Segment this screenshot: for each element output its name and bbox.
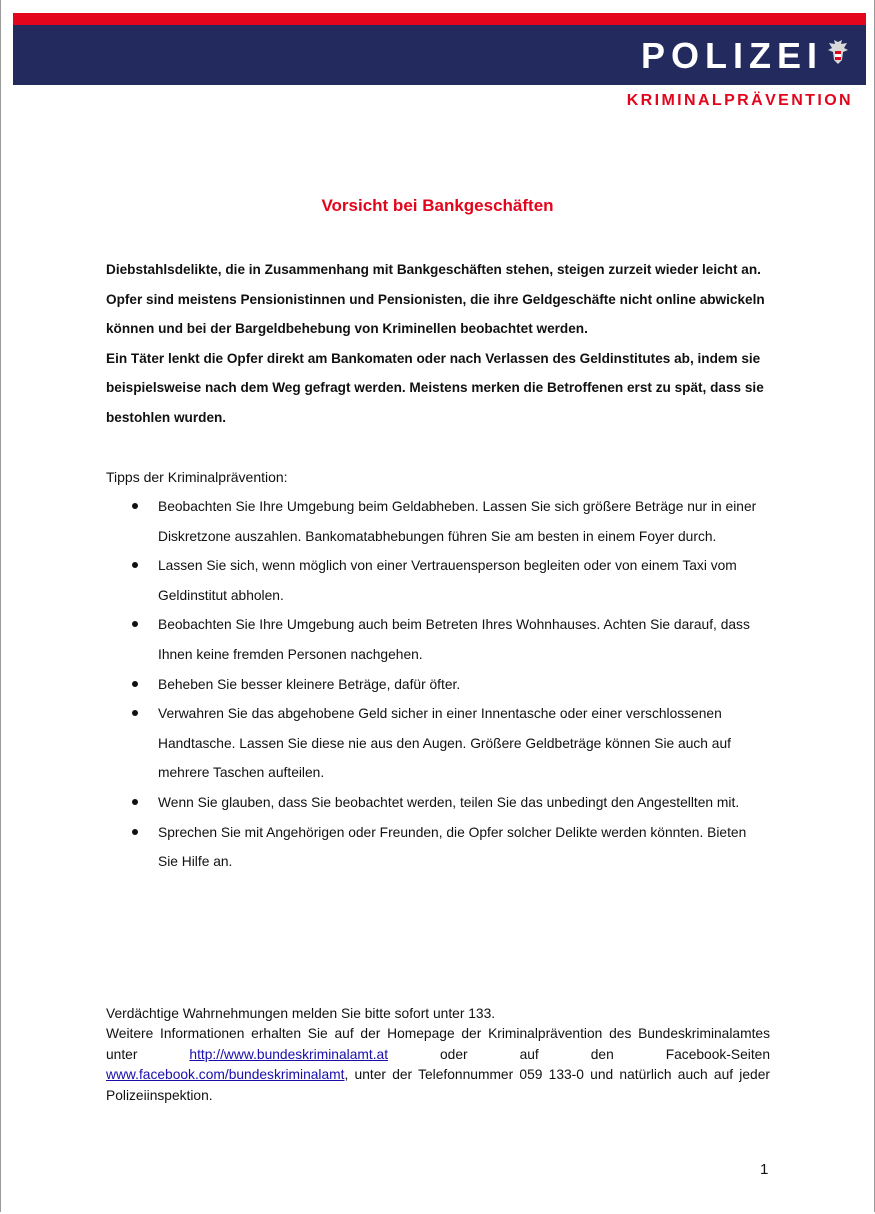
intro-paragraph: Diebstahlsdelikte, die in Zusammenhang mit Bankgeschäften stehen, steigen zurzeit wieder leicht an. Opfer sind meistens Pensionistinnen und Pensionisten, die ihre Geldgeschäfte nicht online abwickeln können und bei der Bargeldbehebung von Kriminellen beobachtet werden.: [106, 262, 765, 337]
tips-heading: Tipps der Kriminalprävention:: [106, 469, 288, 485]
bullet-icon: [132, 829, 138, 835]
list-item: [128, 699, 768, 788]
intro-section: [106, 255, 772, 433]
list-item-text: Beobachten Sie Ihre Umgebung auch beim Betreten Ihres Wohnhauses. Achten Sie darauf, dass Ihnen keine fremden Personen nachgehen.: [158, 617, 750, 662]
list-item-text: Sprechen Sie mit Angehörigen oder Freunden, die Opfer solcher Delikte werden könnten. Bieten Sie Hilfe an.: [158, 824, 747, 870]
bullet-icon: [132, 799, 138, 805]
page-number: 1: [760, 1161, 769, 1178]
info-text: , unter der Telefonnummer 059 133-0 und natürlich auch auf jeder Polizeiinspektion.: [106, 1067, 770, 1103]
brand-subtitle: KRIMINALPRÄVENTION: [626, 92, 853, 109]
bullet-icon: [132, 681, 138, 687]
list-item: [128, 670, 768, 700]
list-item: [128, 610, 768, 669]
brand-title: POLIZEI: [640, 35, 823, 76]
document-title: Vorsicht bei Bankgeschäften: [321, 196, 554, 215]
list-item: [128, 818, 768, 877]
list-item: [128, 492, 768, 551]
intro-paragraph: Ein Täter lenkt die Opfer direkt am Bankomaten oder nach Verlassen des Geldinstitutes ab, indem sie beispielsweise nach dem Weg gefragt werden. Meistens merken die Betroffenen erst zu spät, dass sie bestohlen wurden.: [106, 350, 764, 425]
bka-homepage-link[interactable]: http://www.bundeskriminalamt.at: [189, 1046, 389, 1062]
list-item-text: Beheben Sie besser kleinere Beträge, dafür öfter.: [158, 676, 461, 692]
list-item-text: Beobachten Sie Ihre Umgebung beim Geldabheben. Lassen Sie sich größere Beträge nur in einer Diskretzone auszahlen. Bankomatabhebungen führen Sie am besten in einem Foyer durch.: [158, 499, 757, 544]
facebook-link[interactable]: www.facebook.com/bundeskriminalamt: [106, 1067, 345, 1083]
list-item: [128, 788, 768, 818]
more-info-paragraph: [106, 1024, 770, 1106]
list-item-text: Wenn Sie glauben, dass Sie beobachtet werden, teilen Sie das unbedingt den Angestellten mit.: [158, 794, 740, 810]
list-item: [128, 551, 768, 610]
list-item-text: Lassen Sie sich, wenn möglich von einer Vertrauensperson begleiten oder von einem Taxi vom Geldinstitut abholen.: [158, 558, 737, 603]
info-text: Weitere Informationen erhalten Sie auf der Homepage der Kriminalprävention des Bundeskriminalamtes unter: [106, 1026, 770, 1062]
info-text: oder auf den Facebook-Seiten: [388, 1046, 771, 1062]
tips-list: [128, 492, 768, 877]
bullet-icon: [132, 503, 138, 509]
list-item-text: Verwahren Sie das abgehobene Geld sicher in einer Innentasche oder einer verschlossenen Handtasche. Lassen Sie diese nie aus den Augen. Größere Geldbeträge können Sie auch auf mehrere Taschen aufteilen.: [158, 706, 731, 781]
header-red-stripe: [13, 13, 866, 25]
austrian-eagle-icon: [825, 38, 851, 68]
footer-section: [106, 1004, 770, 1106]
bullet-icon: [132, 562, 138, 568]
report-note: Verdächtige Wahrnehmungen melden Sie bitte sofort unter 133.: [106, 1006, 496, 1021]
bullet-icon: [132, 621, 138, 627]
bullet-icon: [132, 710, 138, 716]
